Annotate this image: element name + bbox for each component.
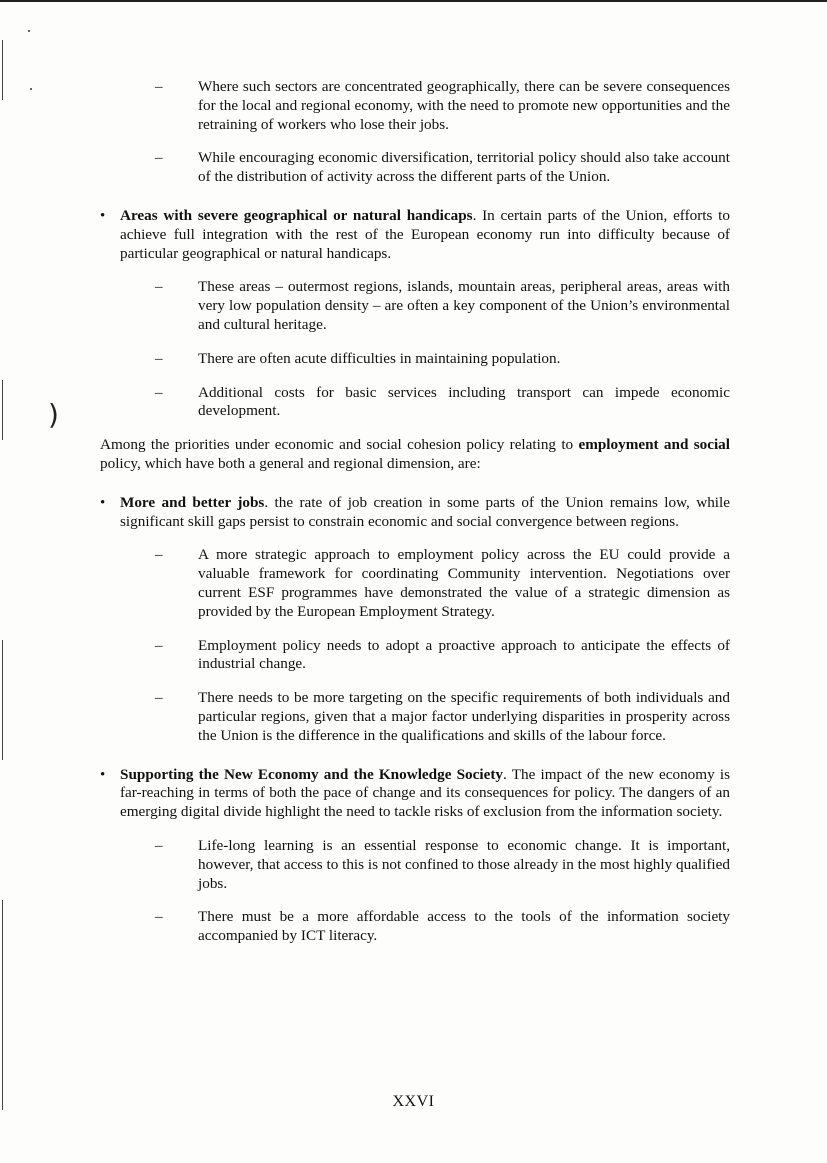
dash-item (155, 546, 730, 621)
dash-text: Employment policy needs to adopt a proactive approach to anticipate the effects of industrial change. (198, 636, 730, 673)
dash-marker: – (155, 149, 163, 167)
dash-text: These areas – outermost regions, islands, mountain areas, peripheral areas, areas with very low population density – are often a key component of the Union’s environmental and cultural heritage. (198, 278, 730, 333)
dash-text: Where such sectors are concentrated geographically, there can be severe consequences for the local and regional economy, with the need to promote new opportunities and the retraining of workers who lose their jobs. (198, 78, 730, 133)
dash-text: There needs to be more targeting on the specific requirements of both individuals and particular regions, given that a major factor underlying disparities in prosperity across the Union is the difference in the qualifications and skills of the labour force. (198, 689, 730, 744)
scan-speck (28, 30, 30, 32)
bullet-text: . In certain parts of the Union, efforts to achieve full integration with the rest of the European economy run into difficulty because of particular geographical or natural handicaps. (120, 206, 730, 262)
page-number: XXVI (392, 1093, 435, 1110)
document-body (100, 78, 730, 961)
bullet-item (100, 206, 730, 263)
dash-marker: – (155, 636, 163, 654)
dash-item (155, 278, 730, 334)
dash-marker: – (155, 689, 163, 707)
dash-item (155, 689, 730, 745)
bullet-text: . the rate of job creation in some parts of the Union remains low, while significant skill gaps persist to constrain economic and social convergence between regions. (120, 493, 730, 530)
bullet-item (100, 493, 730, 532)
dash-text: There are often acute difficulties in maintaining population. (198, 349, 561, 367)
bullet-marker: • (100, 494, 106, 511)
scan-edge-mark (2, 40, 3, 100)
intro-bold: employment and social (578, 436, 730, 454)
dash-item (155, 636, 730, 675)
dash-item (155, 383, 730, 422)
dash-marker: – (155, 78, 163, 95)
bullet-item (100, 765, 730, 822)
intro-paragraph (100, 436, 730, 474)
dash-text: There must be a more affordable access to the tools of the information society accompanied by ICT literacy. (198, 908, 730, 945)
dash-marker: – (155, 546, 163, 564)
scan-artifact-paren: ) (48, 398, 59, 431)
bullet-heading: Supporting the New Economy and the Knowledge Society (120, 765, 504, 783)
bullet-text: . The impact of the new economy is far-reaching in terms of both the pace of change and its consequences for policy. The dangers of an emerging digital divide highlight the need to tackle risks of exclusion from the information society. (120, 765, 730, 821)
dash-text: Additional costs for basic services including transport can impede economic development. (198, 383, 730, 420)
bullet-heading: Areas with severe geographical or natural handicaps (120, 206, 473, 224)
dash-marker: – (155, 349, 163, 367)
top-border-line (0, 0, 827, 2)
dash-marker: – (155, 383, 163, 401)
dash-item (155, 908, 730, 946)
bullet-marker: • (100, 207, 106, 224)
scan-edge-mark (2, 380, 3, 440)
dash-marker: – (155, 908, 163, 926)
dash-text: A more strategic approach to employment policy across the EU could provide a valuable framework for coordinating Community intervention. Negotiations over current ESF programmes have demonstrated the value of a strategic dimension as provided by the European Employment Strategy. (198, 546, 730, 620)
scan-edge-mark (2, 640, 3, 760)
intro-text-before: Among the priorities under economic and social cohesion policy relating to (100, 436, 579, 454)
bullet-marker: • (100, 766, 106, 783)
bullet-heading: More and better jobs (120, 493, 265, 511)
dash-marker: – (155, 278, 163, 296)
dash-item (155, 78, 730, 134)
dash-text: Life-long learning is an essential response to economic change. It is important, however, that access to this is not confined to those already in the most highly qualified jobs. (198, 836, 730, 892)
dash-marker: – (155, 836, 163, 854)
dash-text: While encouraging economic diversification, territorial policy should also take account of the distribution of activity across the different parts of the Union. (198, 149, 730, 186)
dash-item (155, 836, 730, 893)
intro-text-after: policy, which have both a general and regional dimension, are: (100, 454, 481, 472)
scan-speck (30, 88, 32, 90)
dash-item (155, 149, 730, 187)
dash-item (155, 349, 730, 369)
scan-edge-mark (2, 900, 3, 1110)
